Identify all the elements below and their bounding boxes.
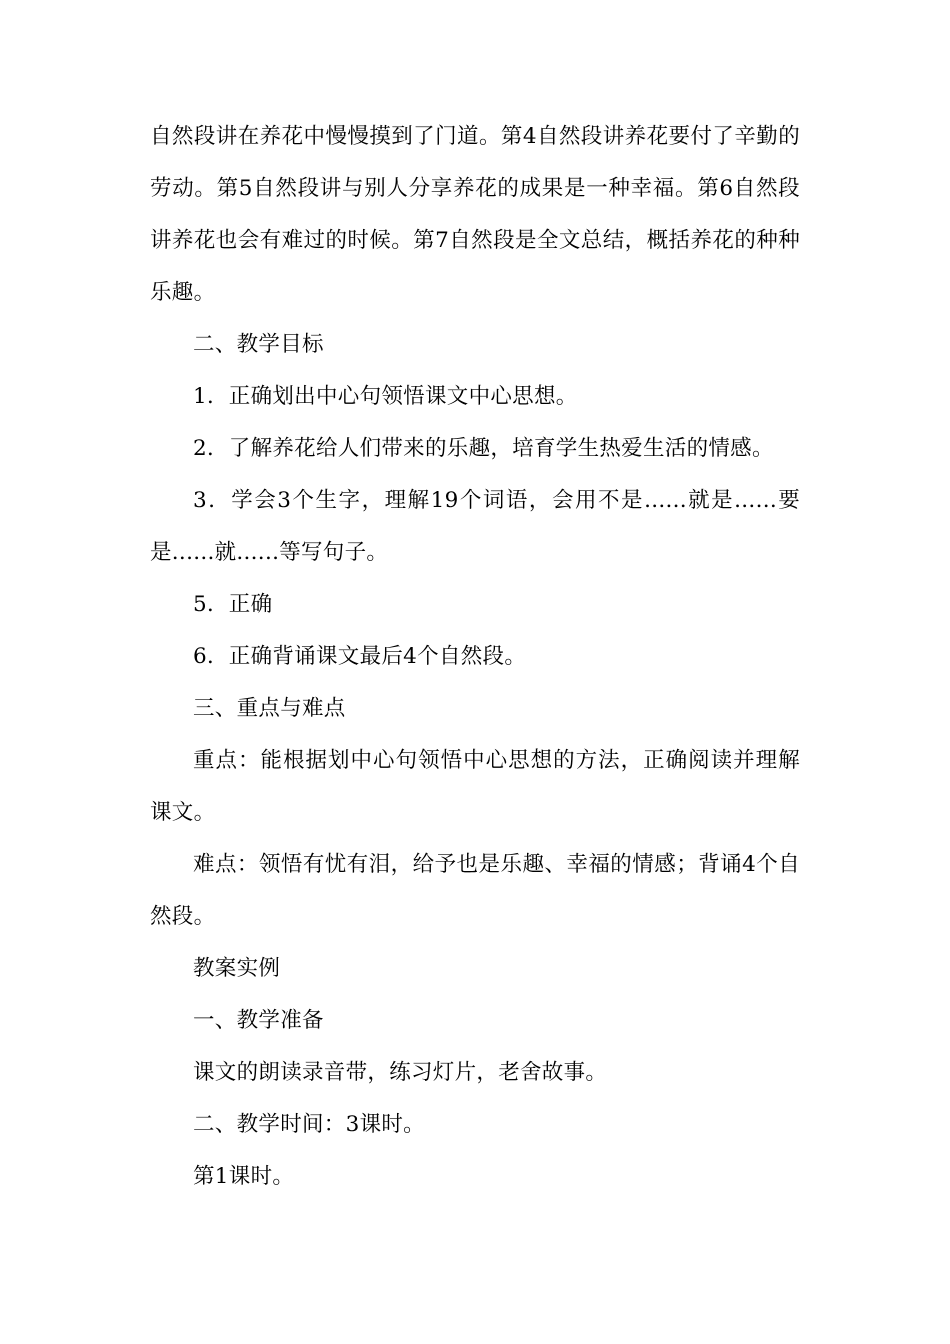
heading-key-points: 三、重点与难点 (193, 696, 346, 721)
paragraph-summary: 自然段讲在养花中慢慢摸到了门道。第4自然段讲养花要付了辛勤的劳动。第5自然段讲与别人分享养花的成果是一种幸福。第6自然段讲养花也会有难过的时候。第7自然段是全文总结，概括养花的种种乐趣。 (150, 124, 800, 305)
heading-lesson-example: 教案实例 (193, 956, 281, 981)
document-body (150, 111, 800, 1203)
teaching-time: 二、教学时间：3课时。 (193, 1112, 425, 1137)
goal-item-3: 3．学会3个生字，理解19个词语，会用不是......就是......要是......就......等写句子。 (150, 488, 800, 565)
key-point-text: 重点：能根据划中心句领悟中心思想的方法，正确阅读并理解课文。 (150, 748, 800, 825)
heading-teaching-goals: 二、教学目标 (193, 332, 324, 357)
goal-item-2: 2．了解养花给人们带来的乐趣，培育学生热爱生活的情感。 (193, 436, 774, 461)
preparation-text: 课文的朗读录音带，练习灯片，老舍故事。 (193, 1060, 608, 1085)
goal-item-5: 5．正确 (193, 592, 273, 617)
lesson-one-heading: 第1课时。 (193, 1164, 295, 1189)
goal-item-1: 1．正确划出中心句领悟课文中心思想。 (193, 384, 578, 409)
heading-teaching-preparation: 一、教学准备 (193, 1008, 324, 1033)
goal-item-6: 6．正确背诵课文最后4个自然段。 (193, 644, 527, 669)
difficult-point-text: 难点：领悟有忧有泪，给予也是乐趣、幸福的情感；背诵4个自然段。 (150, 852, 800, 929)
